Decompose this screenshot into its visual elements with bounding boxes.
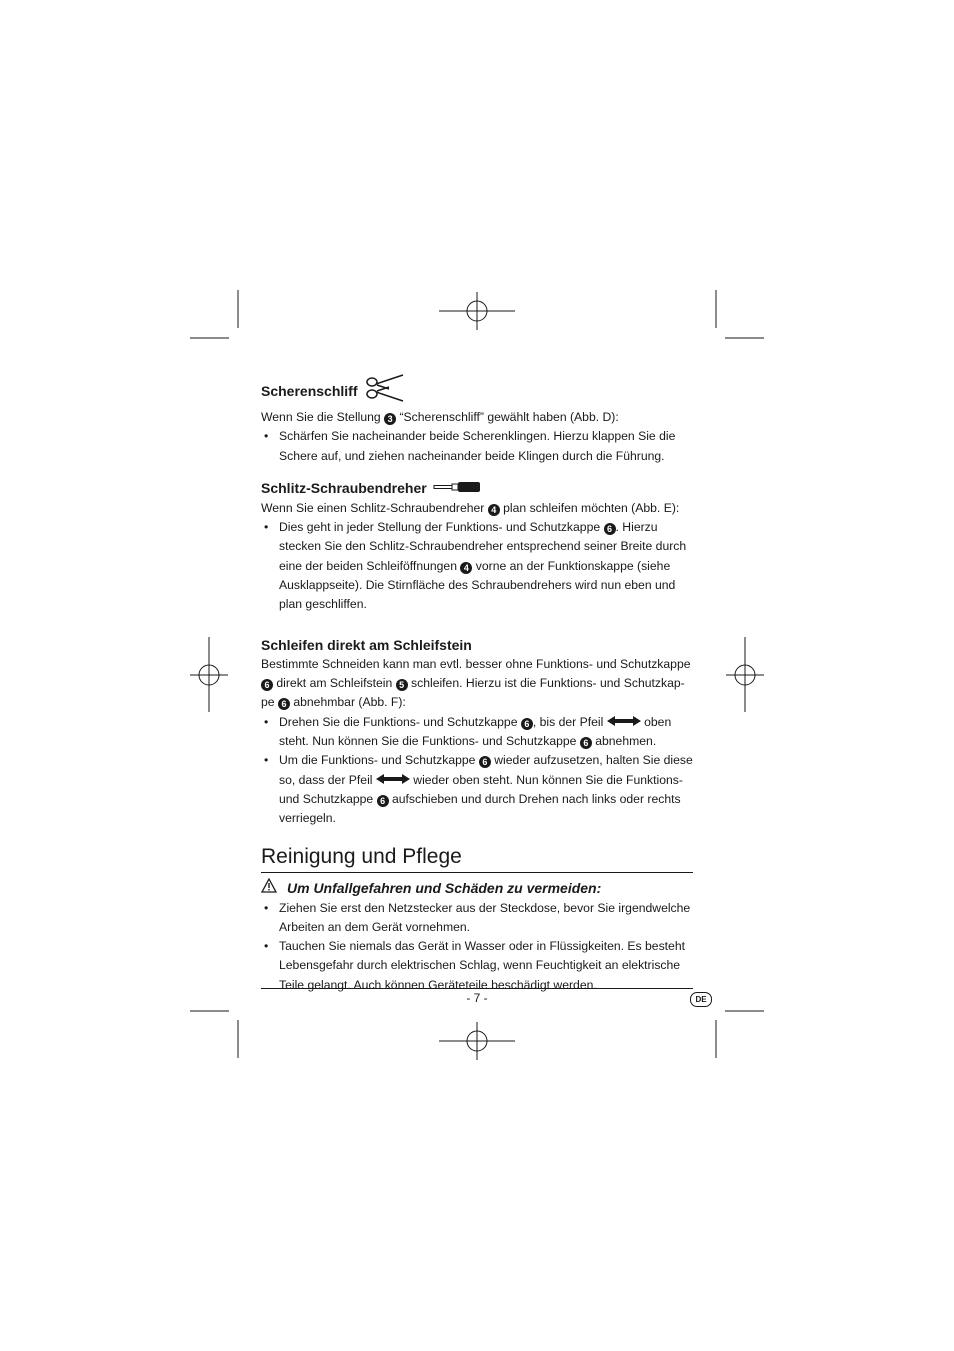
warning-heading: Um Unfallgefahren und Schäden zu vermeiden: bbox=[261, 878, 693, 898]
bullet-list bbox=[261, 899, 693, 995]
number-badge: 5 bbox=[396, 679, 408, 691]
warning-icon bbox=[261, 878, 277, 898]
number-badge: 6 bbox=[261, 679, 273, 691]
section-schleifen-direkt bbox=[261, 635, 693, 829]
section-scherenschliff bbox=[261, 373, 693, 466]
number-badge: 3 bbox=[384, 413, 396, 425]
bullet-list bbox=[261, 713, 693, 829]
double-arrow-icon bbox=[376, 771, 410, 790]
footer-divider bbox=[261, 988, 693, 989]
paragraph: Wenn Sie einen Schlitz-Schraubendreher 4 plan schleifen möchten (Abb. E): bbox=[261, 500, 680, 515]
list-item: • Tauchen Sie niemals das Gerät in Wasser oder in Flüssigkeiten. Es besteht Lebensgefahr durch elektrischen Schlag, wenn Feuchtigkeit an elektrische Teile gelangt. Auch können Geräteteile beschädigt werden. bbox=[261, 937, 693, 995]
number-badge: 6 bbox=[479, 756, 491, 768]
chapter-title: Reinigung und Pflege bbox=[261, 843, 693, 873]
paragraph: Bestimmte Schneiden kann man evtl. besser ohne Funktions- und Schutzkappe 6 direkt am Schleifstein 5 schleifen. Hierzu ist die Funktions- und Schutzkap-pe 6 abnehmbar (Abb. F): bbox=[261, 656, 691, 710]
number-badge: 6 bbox=[604, 523, 616, 535]
list-item: • Drehen Sie die Funktions- und Schutzkappe 6 , bis der Pfeil oben steht. Nun können Sie die Funktions- und Schutzkappe 6 abnehmen. bbox=[261, 713, 693, 752]
page-number: - 7 - bbox=[466, 991, 488, 1005]
registration-mark-right bbox=[726, 637, 764, 712]
bullet-list bbox=[261, 427, 693, 466]
number-badge: 4 bbox=[460, 562, 472, 574]
registration-mark-left bbox=[190, 637, 228, 712]
number-badge: 6 bbox=[521, 718, 533, 730]
section-heading: Scherenschliff bbox=[261, 373, 693, 408]
number-badge: 4 bbox=[488, 504, 500, 516]
paragraph: Wenn Sie die Stellung 3 “Scherenschliff” gewählt haben (Abb. D): bbox=[261, 410, 619, 424]
number-badge: 6 bbox=[278, 698, 290, 710]
page-content bbox=[261, 373, 693, 995]
list-item: • Dies geht in jeder Stellung der Funktions- und Schutzkappe 6 . Hierzu stecken Sie den Schlitz-Schraubendreher entsprechend seiner Breite durch eine der beiden Schleiföffnungen 4 vorne an der Funktionskappe (siehe Ausklappseite). Die Stirnfläche des Schraubendrehers wird nun eben und plan geschliffen. bbox=[261, 518, 693, 614]
section-heading: Schleifen direkt am Schleifstein bbox=[261, 636, 472, 653]
number-badge: 6 bbox=[377, 795, 389, 807]
list-item: • Um die Funktions- und Schutzkappe 6 wieder aufzusetzen, halten Sie diese so, dass der Pfeil wieder oben steht. Nun können Sie die Funktions- und Schutzkappe 6 aufschieben und durch Drehen nach links oder rechts verriegeln. bbox=[261, 751, 693, 828]
scissors-icon bbox=[363, 373, 405, 408]
section-reinigung bbox=[261, 843, 693, 995]
list-item: • Ziehen Sie erst den Netzstecker aus der Steckdose, bevor Sie irgendwelche Arbeiten an dem Gerät vornehmen. bbox=[261, 899, 693, 938]
registration-mark-top bbox=[439, 292, 515, 330]
language-badge: DE bbox=[690, 992, 712, 1007]
section-schlitz-schraubendreher bbox=[261, 478, 693, 615]
screwdriver-icon bbox=[433, 478, 481, 498]
double-arrow-icon bbox=[607, 713, 641, 732]
number-badge: 6 bbox=[580, 737, 592, 749]
section-heading: Schlitz-Schraubendreher bbox=[261, 478, 693, 498]
list-item: • Schärfen Sie nacheinander beide Scherenklingen. Hierzu klappen Sie die Schere auf, und ziehen nacheinander beide Klingen durch die Führung. bbox=[261, 427, 693, 466]
bullet-list bbox=[261, 518, 693, 614]
registration-mark-bottom bbox=[439, 1022, 515, 1060]
